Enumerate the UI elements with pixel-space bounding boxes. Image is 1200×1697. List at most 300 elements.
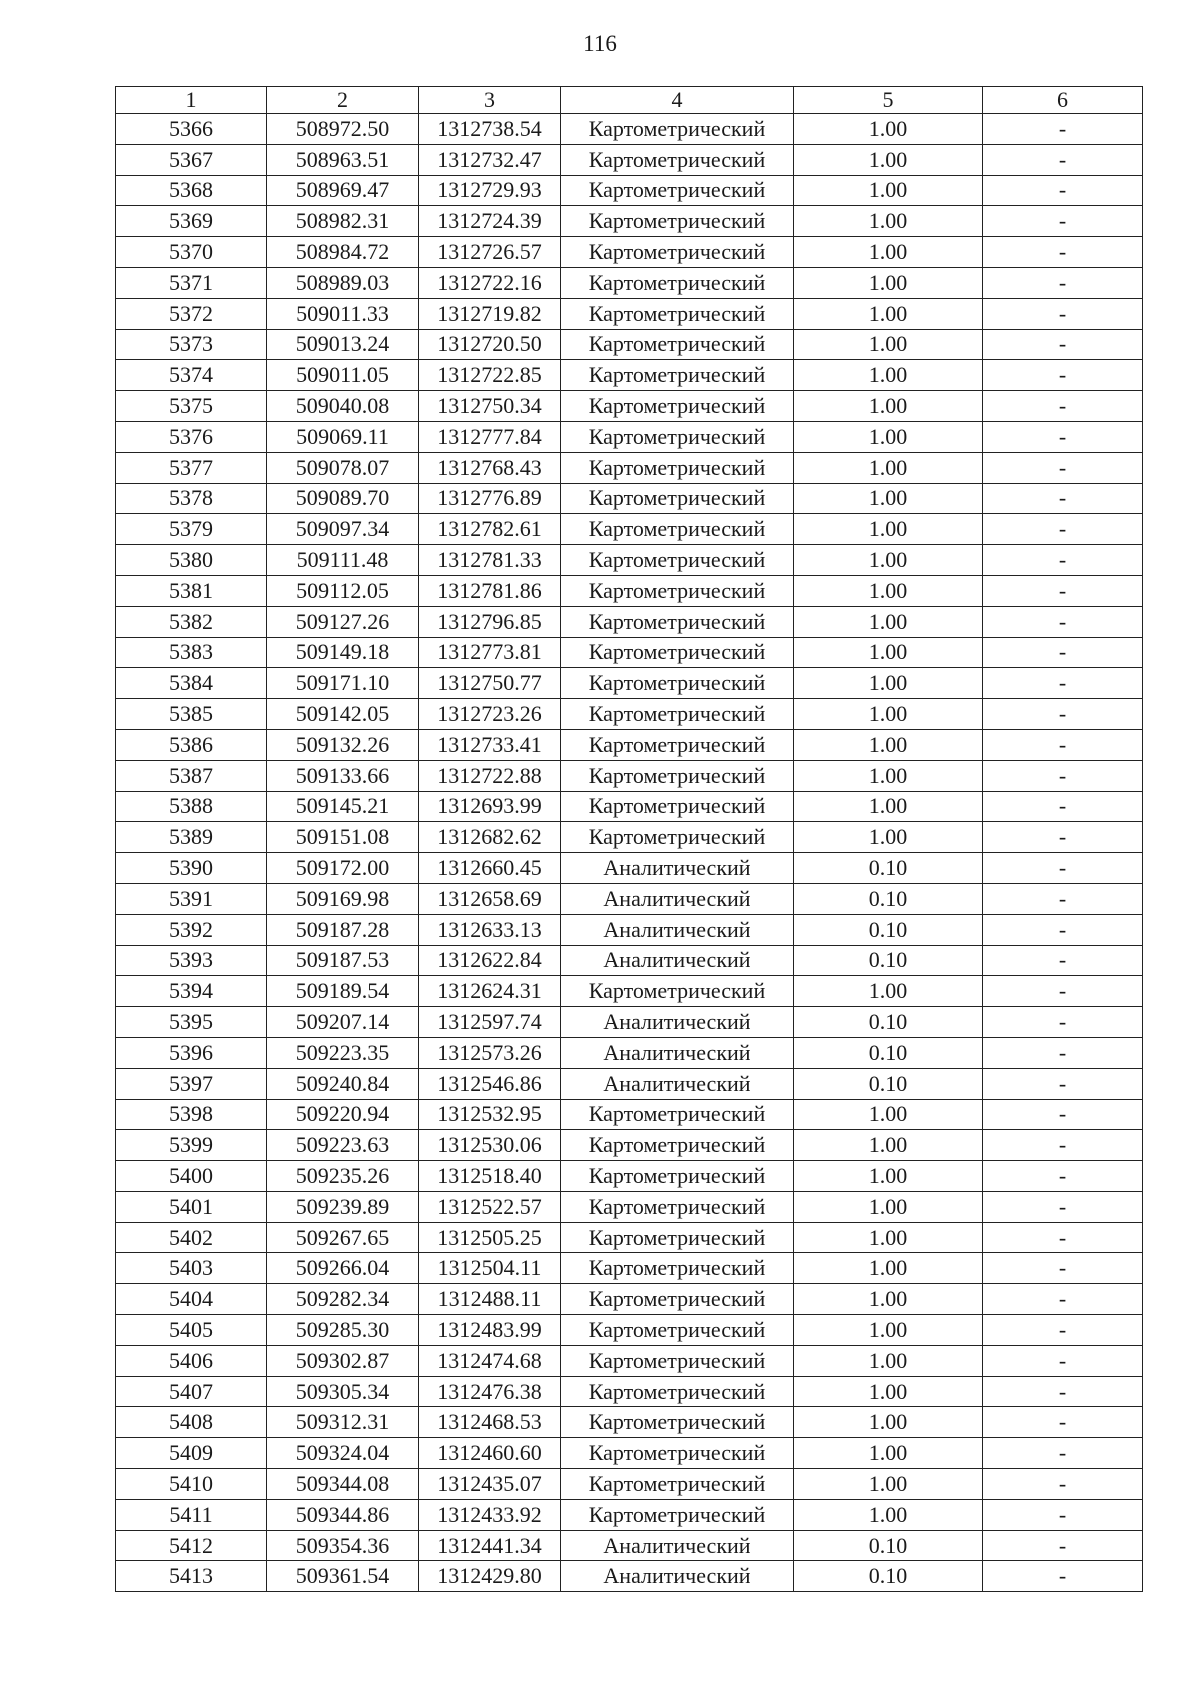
cell-accuracy: 1.00	[794, 144, 983, 175]
cell-point-number: 5370	[116, 237, 267, 268]
cell-method: Картометрический	[561, 206, 794, 237]
cell-x-coordinate: 509235.26	[267, 1161, 419, 1192]
table-row	[116, 206, 1143, 237]
cell-note: -	[983, 791, 1143, 822]
table-row	[116, 575, 1143, 606]
cell-note: -	[983, 914, 1143, 945]
cell-note: -	[983, 1037, 1143, 1068]
cell-point-number: 5409	[116, 1438, 267, 1469]
cell-point-number: 5373	[116, 329, 267, 360]
cell-method: Картометрический	[561, 452, 794, 483]
cell-y-coordinate: 1312633.13	[419, 914, 561, 945]
cell-y-coordinate: 1312460.60	[419, 1438, 561, 1469]
page-number: 116	[583, 31, 617, 56]
cell-method: Картометрический	[561, 267, 794, 298]
cell-point-number: 5369	[116, 206, 267, 237]
cell-point-number: 5388	[116, 791, 267, 822]
table-row	[116, 637, 1143, 668]
cell-method: Картометрический	[561, 298, 794, 329]
cell-accuracy: 1.00	[794, 237, 983, 268]
table-row	[116, 1315, 1143, 1346]
cell-y-coordinate: 1312522.57	[419, 1191, 561, 1222]
cell-note: -	[983, 452, 1143, 483]
cell-y-coordinate: 1312720.50	[419, 329, 561, 360]
cell-note: -	[983, 483, 1143, 514]
cell-point-number: 5390	[116, 853, 267, 884]
cell-point-number: 5399	[116, 1130, 267, 1161]
table-header-row	[116, 87, 1143, 114]
table-row	[116, 391, 1143, 422]
cell-note: -	[983, 1407, 1143, 1438]
cell-y-coordinate: 1312624.31	[419, 976, 561, 1007]
cell-note: -	[983, 1530, 1143, 1561]
cell-point-number: 5386	[116, 729, 267, 760]
table-row	[116, 360, 1143, 391]
table-row	[116, 699, 1143, 730]
cell-x-coordinate: 509171.10	[267, 668, 419, 699]
cell-method: Картометрический	[561, 1438, 794, 1469]
cell-point-number: 5374	[116, 360, 267, 391]
table-row	[116, 883, 1143, 914]
cell-y-coordinate: 1312796.85	[419, 606, 561, 637]
table-row	[116, 729, 1143, 760]
table-row	[116, 1345, 1143, 1376]
cell-y-coordinate: 1312726.57	[419, 237, 561, 268]
cell-x-coordinate: 508972.50	[267, 114, 419, 145]
table-row	[116, 1407, 1143, 1438]
cell-y-coordinate: 1312658.69	[419, 883, 561, 914]
table-row	[116, 421, 1143, 452]
cell-accuracy: 1.00	[794, 298, 983, 329]
cell-note: -	[983, 267, 1143, 298]
cell-x-coordinate: 509169.98	[267, 883, 419, 914]
cell-accuracy: 1.00	[794, 729, 983, 760]
cell-point-number: 5368	[116, 175, 267, 206]
cell-accuracy: 1.00	[794, 267, 983, 298]
cell-accuracy: 1.00	[794, 1345, 983, 1376]
cell-point-number: 5405	[116, 1315, 267, 1346]
cell-point-number: 5413	[116, 1561, 267, 1592]
cell-y-coordinate: 1312724.39	[419, 206, 561, 237]
cell-x-coordinate: 509187.28	[267, 914, 419, 945]
cell-method: Картометрический	[561, 329, 794, 360]
cell-accuracy: 1.00	[794, 391, 983, 422]
cell-y-coordinate: 1312518.40	[419, 1161, 561, 1192]
cell-point-number: 5387	[116, 760, 267, 791]
cell-accuracy: 1.00	[794, 114, 983, 145]
cell-method: Аналитический	[561, 1561, 794, 1592]
cell-y-coordinate: 1312732.47	[419, 144, 561, 175]
cell-note: -	[983, 237, 1143, 268]
cell-method: Картометрический	[561, 114, 794, 145]
cell-accuracy: 0.10	[794, 945, 983, 976]
cell-y-coordinate: 1312723.26	[419, 699, 561, 730]
cell-accuracy: 1.00	[794, 606, 983, 637]
table-row	[116, 914, 1143, 945]
cell-y-coordinate: 1312505.25	[419, 1222, 561, 1253]
cell-point-number: 5384	[116, 668, 267, 699]
cell-note: -	[983, 1222, 1143, 1253]
cell-x-coordinate: 509097.34	[267, 514, 419, 545]
cell-accuracy: 1.00	[794, 668, 983, 699]
cell-y-coordinate: 1312781.86	[419, 575, 561, 606]
cell-y-coordinate: 1312693.99	[419, 791, 561, 822]
cell-accuracy: 1.00	[794, 1191, 983, 1222]
cell-accuracy: 1.00	[794, 1438, 983, 1469]
cell-point-number: 5411	[116, 1499, 267, 1530]
cell-accuracy: 1.00	[794, 483, 983, 514]
cell-x-coordinate: 509133.66	[267, 760, 419, 791]
cell-x-coordinate: 509361.54	[267, 1561, 419, 1592]
cell-point-number: 5383	[116, 637, 267, 668]
cell-x-coordinate: 509145.21	[267, 791, 419, 822]
cell-note: -	[983, 1315, 1143, 1346]
cell-accuracy: 1.00	[794, 1130, 983, 1161]
cell-accuracy: 0.10	[794, 853, 983, 884]
cell-note: -	[983, 760, 1143, 791]
cell-note: -	[983, 360, 1143, 391]
cell-note: -	[983, 144, 1143, 175]
cell-x-coordinate: 509324.04	[267, 1438, 419, 1469]
cell-accuracy: 1.00	[794, 360, 983, 391]
table-row	[116, 1499, 1143, 1530]
cell-accuracy: 1.00	[794, 1161, 983, 1192]
cell-point-number: 5404	[116, 1284, 267, 1315]
cell-point-number: 5402	[116, 1222, 267, 1253]
table-row	[116, 945, 1143, 976]
table-row	[116, 483, 1143, 514]
cell-method: Картометрический	[561, 175, 794, 206]
cell-x-coordinate: 509078.07	[267, 452, 419, 483]
cell-point-number: 5366	[116, 114, 267, 145]
cell-note: -	[983, 1191, 1143, 1222]
cell-note: -	[983, 391, 1143, 422]
cell-note: -	[983, 606, 1143, 637]
cell-y-coordinate: 1312474.68	[419, 1345, 561, 1376]
table-row	[116, 760, 1143, 791]
cell-accuracy: 1.00	[794, 699, 983, 730]
cell-point-number: 5410	[116, 1469, 267, 1500]
cell-point-number: 5377	[116, 452, 267, 483]
cell-x-coordinate: 508963.51	[267, 144, 419, 175]
cell-x-coordinate: 509089.70	[267, 483, 419, 514]
cell-y-coordinate: 1312733.41	[419, 729, 561, 760]
cell-x-coordinate: 509069.11	[267, 421, 419, 452]
cell-accuracy: 1.00	[794, 1376, 983, 1407]
cell-x-coordinate: 509354.36	[267, 1530, 419, 1561]
cell-accuracy: 1.00	[794, 1099, 983, 1130]
cell-x-coordinate: 509240.84	[267, 1068, 419, 1099]
cell-accuracy: 1.00	[794, 514, 983, 545]
cell-accuracy: 1.00	[794, 1315, 983, 1346]
cell-method: Картометрический	[561, 606, 794, 637]
cell-x-coordinate: 509312.31	[267, 1407, 419, 1438]
cell-point-number: 5372	[116, 298, 267, 329]
cell-method: Картометрический	[561, 1099, 794, 1130]
cell-y-coordinate: 1312435.07	[419, 1469, 561, 1500]
cell-accuracy: 1.00	[794, 575, 983, 606]
table-row	[116, 237, 1143, 268]
cell-accuracy: 1.00	[794, 1284, 983, 1315]
cell-method: Картометрический	[561, 1499, 794, 1530]
cell-y-coordinate: 1312483.99	[419, 1315, 561, 1346]
cell-note: -	[983, 114, 1143, 145]
cell-accuracy: 0.10	[794, 883, 983, 914]
cell-accuracy: 1.00	[794, 329, 983, 360]
cell-point-number: 5367	[116, 144, 267, 175]
cell-note: -	[983, 1253, 1143, 1284]
cell-y-coordinate: 1312750.77	[419, 668, 561, 699]
cell-x-coordinate: 509189.54	[267, 976, 419, 1007]
cell-note: -	[983, 1561, 1143, 1592]
cell-accuracy: 1.00	[794, 206, 983, 237]
cell-accuracy: 1.00	[794, 1407, 983, 1438]
cell-note: -	[983, 822, 1143, 853]
cell-x-coordinate: 509112.05	[267, 575, 419, 606]
table-row	[116, 976, 1143, 1007]
cell-y-coordinate: 1312722.88	[419, 760, 561, 791]
cell-point-number: 5376	[116, 421, 267, 452]
cell-method: Аналитический	[561, 1037, 794, 1068]
table-row	[116, 144, 1143, 175]
cell-note: -	[983, 883, 1143, 914]
cell-method: Картометрический	[561, 144, 794, 175]
cell-method: Картометрический	[561, 668, 794, 699]
cell-x-coordinate: 509132.26	[267, 729, 419, 760]
cell-method: Картометрический	[561, 1376, 794, 1407]
cell-point-number: 5371	[116, 267, 267, 298]
cell-accuracy: 1.00	[794, 822, 983, 853]
table-row	[116, 1068, 1143, 1099]
cell-x-coordinate: 508989.03	[267, 267, 419, 298]
cell-x-coordinate: 509282.34	[267, 1284, 419, 1315]
cell-y-coordinate: 1312441.34	[419, 1530, 561, 1561]
cell-method: Аналитический	[561, 883, 794, 914]
coordinates-table	[115, 86, 1143, 1592]
table-row	[116, 1284, 1143, 1315]
cell-point-number: 5375	[116, 391, 267, 422]
cell-method: Картометрический	[561, 545, 794, 576]
column-header-4: 4	[561, 87, 794, 114]
cell-x-coordinate: 509013.24	[267, 329, 419, 360]
cell-accuracy: 1.00	[794, 175, 983, 206]
table-row	[116, 1530, 1143, 1561]
cell-method: Аналитический	[561, 1530, 794, 1561]
cell-method: Картометрический	[561, 391, 794, 422]
cell-y-coordinate: 1312750.34	[419, 391, 561, 422]
table-row	[116, 1469, 1143, 1500]
cell-point-number: 5385	[116, 699, 267, 730]
cell-accuracy: 1.00	[794, 760, 983, 791]
cell-x-coordinate: 509267.65	[267, 1222, 419, 1253]
cell-y-coordinate: 1312722.85	[419, 360, 561, 391]
cell-accuracy: 1.00	[794, 452, 983, 483]
cell-point-number: 5401	[116, 1191, 267, 1222]
table-row	[116, 822, 1143, 853]
cell-method: Картометрический	[561, 637, 794, 668]
cell-y-coordinate: 1312719.82	[419, 298, 561, 329]
cell-y-coordinate: 1312682.62	[419, 822, 561, 853]
cell-method: Картометрический	[561, 1191, 794, 1222]
table-row	[116, 606, 1143, 637]
cell-y-coordinate: 1312488.11	[419, 1284, 561, 1315]
cell-method: Картометрический	[561, 1222, 794, 1253]
cell-x-coordinate: 509239.89	[267, 1191, 419, 1222]
cell-note: -	[983, 175, 1143, 206]
cell-x-coordinate: 509285.30	[267, 1315, 419, 1346]
table-row	[116, 1130, 1143, 1161]
table-row	[116, 514, 1143, 545]
column-header-3: 3	[419, 87, 561, 114]
cell-accuracy: 0.10	[794, 914, 983, 945]
cell-y-coordinate: 1312530.06	[419, 1130, 561, 1161]
table-row	[116, 1161, 1143, 1192]
cell-accuracy: 1.00	[794, 421, 983, 452]
cell-point-number: 5394	[116, 976, 267, 1007]
cell-y-coordinate: 1312476.38	[419, 1376, 561, 1407]
cell-y-coordinate: 1312729.93	[419, 175, 561, 206]
table-row	[116, 853, 1143, 884]
cell-accuracy: 0.10	[794, 1068, 983, 1099]
table-row	[116, 1007, 1143, 1038]
cell-note: -	[983, 976, 1143, 1007]
cell-note: -	[983, 1376, 1143, 1407]
cell-x-coordinate: 509266.04	[267, 1253, 419, 1284]
table-row	[116, 1099, 1143, 1130]
cell-method: Картометрический	[561, 360, 794, 391]
cell-method: Аналитический	[561, 1007, 794, 1038]
cell-point-number: 5406	[116, 1345, 267, 1376]
cell-point-number: 5381	[116, 575, 267, 606]
cell-note: -	[983, 545, 1143, 576]
cell-method: Картометрический	[561, 729, 794, 760]
cell-method: Картометрический	[561, 237, 794, 268]
cell-method: Картометрический	[561, 514, 794, 545]
table-row	[116, 668, 1143, 699]
cell-note: -	[983, 329, 1143, 360]
cell-note: -	[983, 1345, 1143, 1376]
cell-method: Картометрический	[561, 699, 794, 730]
cell-x-coordinate: 509302.87	[267, 1345, 419, 1376]
cell-point-number: 5407	[116, 1376, 267, 1407]
cell-point-number: 5408	[116, 1407, 267, 1438]
cell-y-coordinate: 1312429.80	[419, 1561, 561, 1592]
cell-accuracy: 0.10	[794, 1037, 983, 1068]
cell-y-coordinate: 1312781.33	[419, 545, 561, 576]
cell-accuracy: 1.00	[794, 791, 983, 822]
cell-note: -	[983, 699, 1143, 730]
cell-y-coordinate: 1312573.26	[419, 1037, 561, 1068]
cell-y-coordinate: 1312768.43	[419, 452, 561, 483]
cell-method: Аналитический	[561, 945, 794, 976]
cell-y-coordinate: 1312546.86	[419, 1068, 561, 1099]
table-row	[116, 545, 1143, 576]
table-row	[116, 329, 1143, 360]
cell-x-coordinate: 509344.86	[267, 1499, 419, 1530]
table-row	[116, 1376, 1143, 1407]
cell-note: -	[983, 575, 1143, 606]
cell-x-coordinate: 509172.00	[267, 853, 419, 884]
cell-y-coordinate: 1312433.92	[419, 1499, 561, 1530]
cell-x-coordinate: 509344.08	[267, 1469, 419, 1500]
cell-note: -	[983, 421, 1143, 452]
cell-point-number: 5378	[116, 483, 267, 514]
cell-note: -	[983, 206, 1143, 237]
cell-point-number: 5393	[116, 945, 267, 976]
cell-y-coordinate: 1312776.89	[419, 483, 561, 514]
cell-point-number: 5397	[116, 1068, 267, 1099]
cell-x-coordinate: 508984.72	[267, 237, 419, 268]
cell-method: Картометрический	[561, 1315, 794, 1346]
table-row	[116, 1222, 1143, 1253]
cell-point-number: 5379	[116, 514, 267, 545]
cell-note: -	[983, 945, 1143, 976]
cell-method: Картометрический	[561, 1345, 794, 1376]
cell-x-coordinate: 509011.05	[267, 360, 419, 391]
cell-point-number: 5398	[116, 1099, 267, 1130]
cell-y-coordinate: 1312660.45	[419, 853, 561, 884]
cell-point-number: 5382	[116, 606, 267, 637]
cell-x-coordinate: 509040.08	[267, 391, 419, 422]
cell-point-number: 5392	[116, 914, 267, 945]
cell-accuracy: 0.10	[794, 1007, 983, 1038]
cell-point-number: 5412	[116, 1530, 267, 1561]
cell-x-coordinate: 508982.31	[267, 206, 419, 237]
cell-y-coordinate: 1312468.53	[419, 1407, 561, 1438]
cell-y-coordinate: 1312597.74	[419, 1007, 561, 1038]
cell-accuracy: 1.00	[794, 637, 983, 668]
table-row	[116, 1191, 1143, 1222]
cell-x-coordinate: 509111.48	[267, 545, 419, 576]
cell-method: Картометрический	[561, 976, 794, 1007]
cell-x-coordinate: 509220.94	[267, 1099, 419, 1130]
cell-x-coordinate: 509127.26	[267, 606, 419, 637]
cell-method: Картометрический	[561, 1161, 794, 1192]
cell-accuracy: 1.00	[794, 976, 983, 1007]
cell-point-number: 5396	[116, 1037, 267, 1068]
cell-y-coordinate: 1312738.54	[419, 114, 561, 145]
cell-method: Картометрический	[561, 1253, 794, 1284]
cell-method: Картометрический	[561, 1407, 794, 1438]
cell-accuracy: 1.00	[794, 1499, 983, 1530]
table-row	[116, 1438, 1143, 1469]
cell-note: -	[983, 1099, 1143, 1130]
cell-x-coordinate: 509011.33	[267, 298, 419, 329]
cell-y-coordinate: 1312622.84	[419, 945, 561, 976]
cell-note: -	[983, 637, 1143, 668]
table-row	[116, 267, 1143, 298]
cell-method: Картометрический	[561, 1130, 794, 1161]
table-row	[116, 1037, 1143, 1068]
cell-method: Картометрический	[561, 791, 794, 822]
cell-y-coordinate: 1312532.95	[419, 1099, 561, 1130]
cell-method: Картометрический	[561, 822, 794, 853]
cell-x-coordinate: 509305.34	[267, 1376, 419, 1407]
column-header-2: 2	[267, 87, 419, 114]
cell-x-coordinate: 509151.08	[267, 822, 419, 853]
cell-x-coordinate: 509223.63	[267, 1130, 419, 1161]
cell-accuracy: 1.00	[794, 1222, 983, 1253]
cell-note: -	[983, 1438, 1143, 1469]
cell-x-coordinate: 509207.14	[267, 1007, 419, 1038]
cell-y-coordinate: 1312777.84	[419, 421, 561, 452]
cell-note: -	[983, 729, 1143, 760]
cell-x-coordinate: 509149.18	[267, 637, 419, 668]
cell-accuracy: 1.00	[794, 545, 983, 576]
table-body	[116, 114, 1143, 1592]
table-row	[116, 791, 1143, 822]
table-row	[116, 175, 1143, 206]
